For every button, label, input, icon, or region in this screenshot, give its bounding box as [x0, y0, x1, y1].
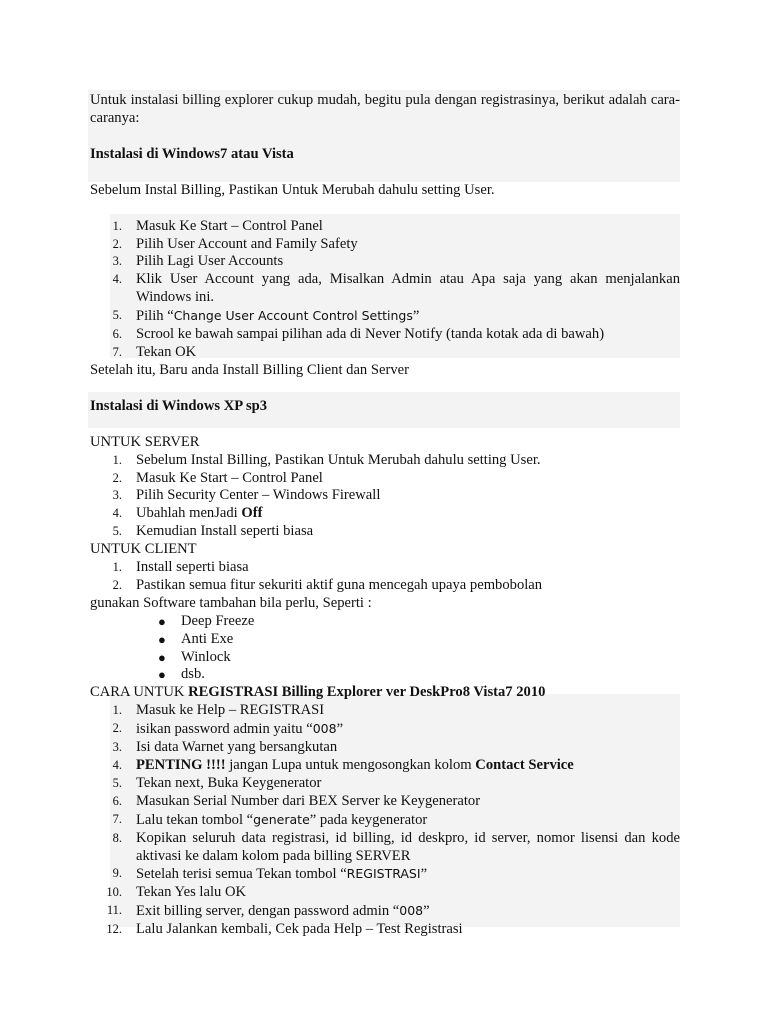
list-item: 5. Tekan next, Buka Keygenerator — [112, 774, 322, 791]
list-item: 4. PENTING !!!! jangan Lupa untuk mengosongkan kolom Contact Service — [112, 757, 574, 773]
list-item: 6. Masukan Serial Number dari BEX Server ke Keygenerator — [112, 792, 481, 809]
server-steps — [90, 452, 680, 542]
list-item: 3. Pilih Lagi User Accounts — [112, 253, 284, 270]
list-item: 3. Pilih Security Center – Windows Firewall — [112, 487, 381, 504]
bullet-icon: ● — [158, 667, 166, 683]
list-item: ● Winlock — [158, 648, 231, 665]
list-item: 7. Tekan OK — [112, 343, 197, 360]
list-item: 1. Install seperti biasa — [112, 559, 249, 576]
bullet-icon: ● — [158, 631, 166, 647]
list-item: 2. Masuk Ke Start – Control Panel — [112, 469, 323, 486]
document-body — [90, 92, 680, 939]
list-item: ● Anti Exe — [158, 630, 234, 647]
section1-pre-text: Sebelum Instal Billing, Pastikan Untuk Merubah dahulu setting User. — [90, 181, 495, 198]
intro-paragraph: Untuk instalasi billing explorer cukup mudah, begitu pula dengan registrasinya, berikut adalah cara-caranya: — [90, 92, 680, 126]
registration-heading: CARA UNTUK REGISTRASI Billing Explorer ver DeskPro8 Vista7 2010 — [90, 684, 546, 701]
bullet-icon: ● — [158, 649, 166, 665]
list-item: 5. Pilih “Change User Account Control Settings” — [112, 308, 420, 325]
list-item: 2. Pilih User Account and Family Safety — [112, 235, 358, 252]
software-list — [90, 613, 680, 685]
list-item: 9. Setelah terisi semua Tekan tombol “REGISTRASI” — [112, 866, 428, 883]
client-label: UNTUK CLIENT — [90, 541, 197, 558]
list-item: 7. Lalu tekan tombol “generate” pada keygenerator — [112, 811, 428, 828]
list-item: 11. Exit billing server, dengan password admin “008” — [106, 903, 430, 920]
list-item: 1. Masuk Ke Start – Control Panel — [112, 217, 323, 234]
list-item: 8. Kopikan seluruh data registrasi, id billing, id deskpro, id server, nomor lisensi dan kode aktivasi ke dalam kolom pada billing SERVER — [112, 829, 680, 864]
windows7-steps — [90, 218, 680, 362]
list-item: ● Deep Freeze — [158, 612, 255, 629]
software-note: gunakan Software tambahan bila perlu, Seperti : — [90, 594, 372, 611]
list-item: 10. Tekan Yes lalu OK — [106, 884, 247, 901]
list-item: 6. Scrool ke bawah sampai pilihan ada di Never Notify (tanda kotak ada di bawah) — [112, 326, 605, 343]
list-item: ● dsb. — [158, 666, 205, 683]
section-heading-windows7: Instalasi di Windows7 atau Vista — [90, 145, 294, 162]
client-steps — [90, 559, 680, 595]
list-item: 5. Kemudian Install seperti biasa — [112, 523, 314, 540]
list-item: 12. Lalu Jalankan kembali, Cek pada Help – Test Registrasi — [106, 921, 463, 938]
list-item: 4. Ubahlah menJadi Off — [112, 505, 263, 522]
registration-steps — [90, 702, 680, 939]
list-item: 2. isikan password admin yaitu “008” — [112, 721, 344, 738]
server-label: UNTUK SERVER — [90, 433, 200, 450]
section-heading-windows-xp: Instalasi di Windows XP sp3 — [90, 397, 268, 414]
list-item: 1. Masuk ke Help – REGISTRASI — [112, 702, 325, 719]
list-item: 1. Sebelum Instal Billing, Pastikan Untuk Merubah dahulu setting User. — [112, 451, 541, 468]
list-item: 4. Klik User Account yang ada, Misalkan Admin atau Apa saja yang akan menjalankan Windows ini. — [112, 271, 680, 306]
bullet-icon: ● — [158, 613, 166, 629]
section1-post-text: Setelah itu, Baru anda Install Billing Client dan Server — [90, 361, 409, 378]
list-item: 3. Isi data Warnet yang bersangkutan — [112, 739, 338, 756]
list-item: 2. Pastikan semua fitur sekuriti aktif guna mencegah upaya pembobolan — [112, 576, 543, 593]
